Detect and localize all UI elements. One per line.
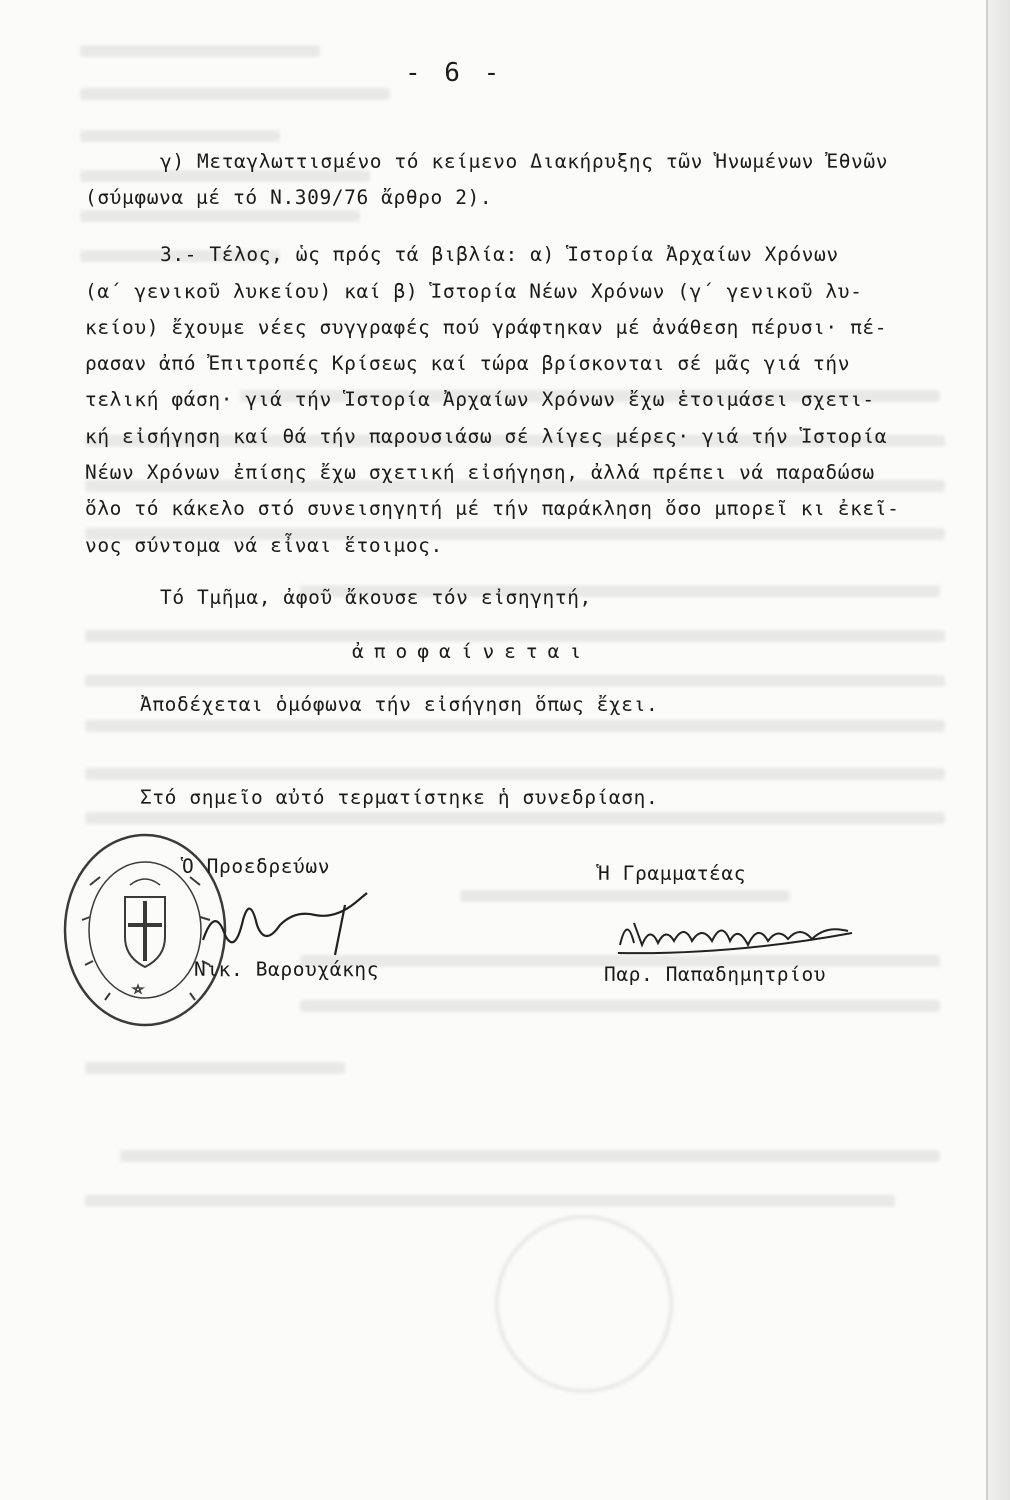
body-line: 3.- Τέλος, ὡς πρός τά βιβλία: α) Ἱστορία Ἀρχαίων Χρόνων bbox=[160, 243, 839, 266]
right-handwritten-signature bbox=[612, 905, 862, 965]
decision-heading: ἀποφαίνεται bbox=[352, 640, 592, 663]
body-line: ὅλο τό κάκελο στό συνεισηγητή μέ τήν παράκληση ὅσο μπορεῖ κι ἐκεῖ- bbox=[85, 497, 900, 520]
tmima-line: Τό Τμῆμα, ἀφοῦ ἄκουσε τόν εἰσηγητή, bbox=[160, 586, 592, 609]
body-line: Νέων Χρόνων ἐπίσης ἔχω σχετική εἰσήγηση, ἀλλά πρέπει νά παραδώσω bbox=[85, 461, 875, 484]
page-number: - 6 - bbox=[405, 58, 504, 88]
decision-line: Ἀποδέχεται ὁμόφωνα τήν εἰσήγηση ὅπως ἔχει. bbox=[140, 693, 659, 716]
body-line: (α΄ γενικοῦ λυκείου) καί β) Ἱστορία Νέων Χρόνων (γ΄ γενικοῦ λυ- bbox=[85, 280, 863, 303]
body-line: ρασαν ἀπό Ἐπιτροπές Κρίσεως καί τώρα βρίσκονται σέ μᾶς γιά τήν bbox=[85, 352, 851, 375]
right-signatory-name: Παρ. Παπαδημητρίου bbox=[604, 963, 827, 986]
body-line: γ) Μεταγλωττισμένο τό κείμενο Διακήρυξης τῶν Ἡνωμένων Ἐθνῶν bbox=[160, 150, 889, 173]
body-line: νος σύντομα νά εἶναι ἕτοιμος. bbox=[85, 534, 443, 557]
body-line: κείου) ἔχουμε νέες συγγραφές πού γράφτηκαν μέ ἀνάθεση πέρυσι· πέ- bbox=[85, 316, 888, 339]
body-line: (σύμφωνα μέ τό Ν.309/76 ἄρθρο 2). bbox=[85, 186, 493, 209]
left-signatory-name: Νικ. Βαρουχάκης bbox=[194, 958, 380, 981]
page-edge bbox=[986, 0, 1010, 1500]
closing-line: Στό σημεῖο αὐτό τερματίστηκε ἡ συνεδρίαση. bbox=[140, 786, 659, 809]
left-handwritten-signature bbox=[195, 885, 385, 960]
body-line: τελική φάση· γιά τήν Ἱστορία Ἀρχαίων Χρόνων ἔχω ἑτοιμάσει σχετι- bbox=[85, 388, 875, 411]
body-line: κή εἰσήγηση καί θά τήν παρουσιάσω σέ λίγες μέρες· γιά τήν Ἱστορία bbox=[85, 425, 888, 448]
right-signatory-title: Ἡ Γραμματέας bbox=[598, 862, 747, 885]
left-signatory-title: Ὁ Προεδρεύων bbox=[182, 855, 331, 878]
